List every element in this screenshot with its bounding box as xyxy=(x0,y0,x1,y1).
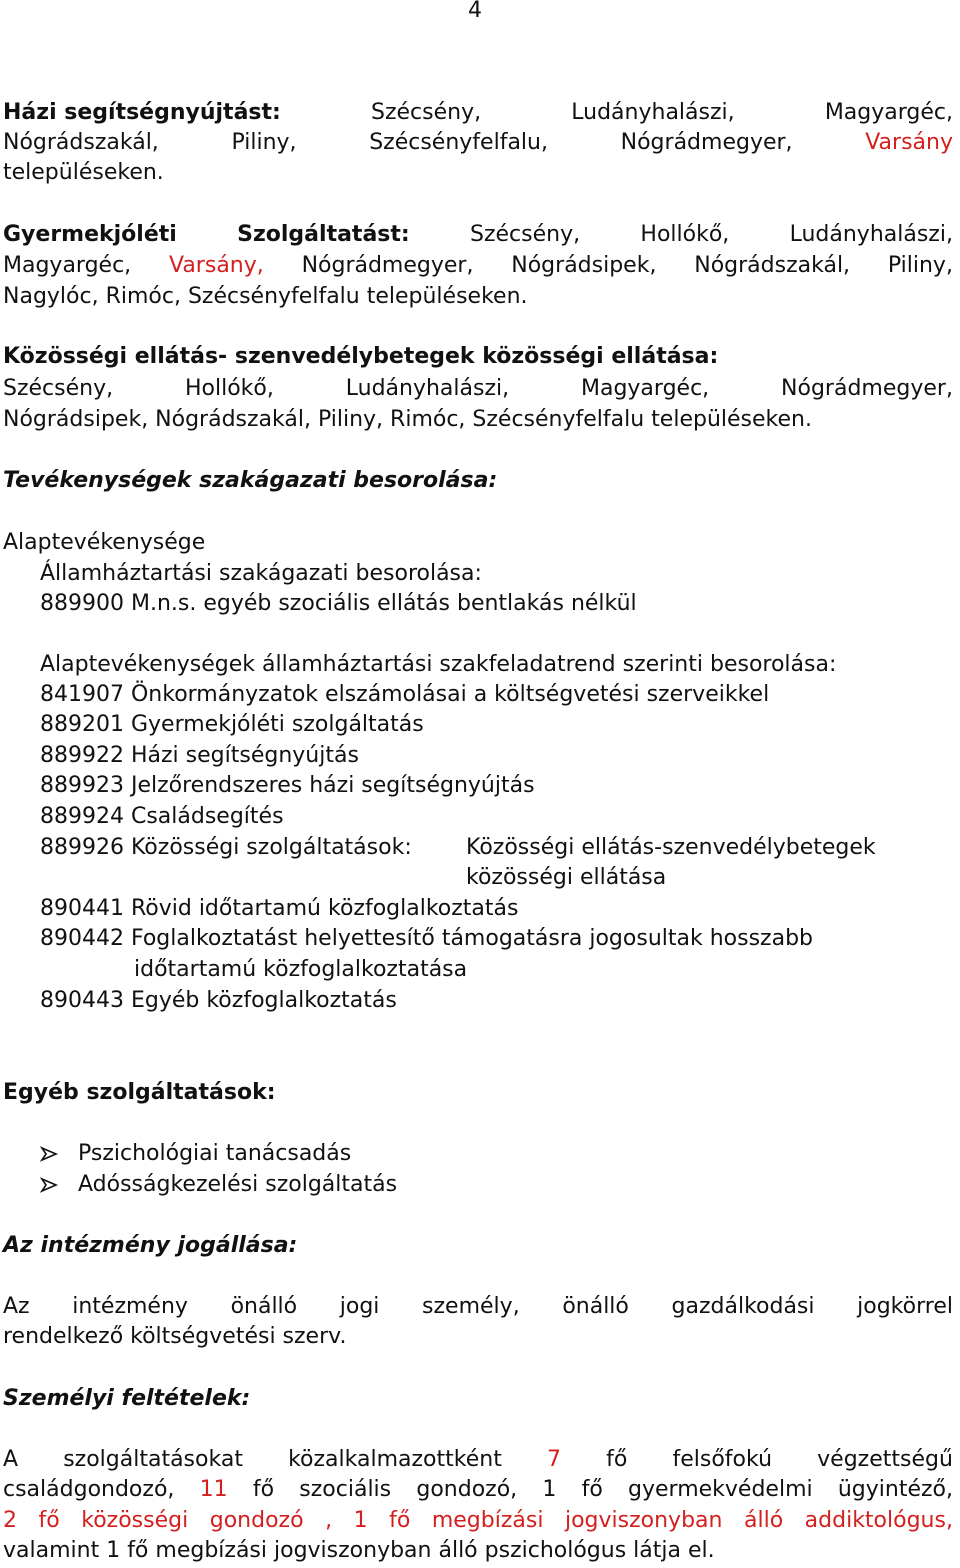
arrowhead-bullet-icon xyxy=(40,1139,60,1169)
word: Ludányhalászi, xyxy=(789,222,953,247)
word: Piliny, xyxy=(231,130,297,155)
code-line-continuation: Közösségi ellátás-szenvedélybetegek xyxy=(466,835,876,860)
highlighted-word: Varsány xyxy=(865,130,953,155)
child-welfare-line-3: Nagylóc, Rimóc, Szécsényfelfalu településeken. xyxy=(3,284,528,309)
highlighted-word: megbízási xyxy=(431,1508,544,1533)
child-welfare-line-1 xyxy=(3,220,953,250)
code-line: 890442 Foglalkoztatást helyettesítő támogatásra jogosultak hosszabb xyxy=(40,926,813,951)
highlighted-word: gondozó xyxy=(209,1508,304,1533)
word: Nógrádszakál, xyxy=(694,253,851,278)
personnel-line-2 xyxy=(3,1475,953,1505)
list-item: Pszichológiai tanácsadás xyxy=(78,1141,352,1166)
word: fő xyxy=(581,1477,603,1502)
code-line: 889924 Családsegítés xyxy=(40,804,284,829)
word: gyermekvédelmi xyxy=(628,1477,813,1502)
word: végzettségű xyxy=(817,1447,953,1472)
highlighted-word: 2 xyxy=(3,1508,17,1533)
word: szociális xyxy=(299,1477,392,1502)
code-line: 889201 Gyermekjóléti szolgáltatás xyxy=(40,712,424,737)
community-care-line-2 xyxy=(3,374,953,404)
word: jogi xyxy=(339,1294,380,1319)
highlighted-word: fő xyxy=(38,1508,60,1533)
word: Az xyxy=(3,1294,30,1319)
word: gondozó, xyxy=(416,1477,518,1502)
highlighted-word: fő xyxy=(389,1508,411,1533)
word: Nógrádmegyer, xyxy=(781,376,953,401)
code-line: 889923 Jelzőrendszeres házi segítségnyújtás xyxy=(40,773,535,798)
highlighted-word: Varsány, xyxy=(168,253,264,278)
word: önálló xyxy=(230,1294,298,1319)
list-item: Adósságkezelési szolgáltatás xyxy=(78,1172,398,1197)
personnel-heading: Személyi feltételek: xyxy=(3,1386,251,1411)
word: Szécsény, xyxy=(3,376,114,401)
highlighted-word: álló xyxy=(743,1508,784,1533)
home-care-line-3: településeken. xyxy=(3,160,164,185)
home-care-line-1 xyxy=(3,98,953,128)
word: Ludányhalászi, xyxy=(571,100,735,125)
code-line: 889926 Közösségi szolgáltatások: xyxy=(40,835,412,860)
word: Magyargéc, xyxy=(580,376,710,401)
legal-status-heading: Az intézmény jogállása: xyxy=(3,1233,298,1258)
community-care-line-3: Nógrádsipek, Nógrádszakál, Piliny, Rimóc, Szécsényfelfalu településeken. xyxy=(3,407,812,432)
word: felsőfokú xyxy=(672,1447,773,1472)
arrowhead-bullet-icon xyxy=(40,1170,60,1200)
word: szolgáltatásokat xyxy=(63,1447,243,1472)
code-line-continuation: időtartamú közfoglalkoztatása xyxy=(134,957,468,982)
word: A xyxy=(3,1447,19,1472)
activities-line-2: Államháztartási szakágazati besorolása: xyxy=(40,561,482,586)
word: jogkörrel xyxy=(857,1294,953,1319)
word: családgondozó, xyxy=(3,1477,175,1502)
word: Hollókő, xyxy=(640,222,730,247)
other-services-heading: Egyéb szolgáltatások: xyxy=(3,1080,276,1105)
highlighted-word: közösségi xyxy=(81,1508,189,1533)
word: gazdálkodási xyxy=(671,1294,815,1319)
word: Szécsény, xyxy=(371,100,482,125)
word: Szécsényfelfalu, xyxy=(369,130,548,155)
community-care-heading: Közösségi ellátás- szenvedélybetegek közösségi ellátása: xyxy=(3,344,719,369)
word: Piliny, xyxy=(887,253,953,278)
personnel-line-1 xyxy=(3,1445,953,1475)
code-line: 889922 Házi segítségnyújtás xyxy=(40,743,359,768)
child-welfare-line-2 xyxy=(3,251,953,281)
highlighted-word: 1 xyxy=(353,1508,368,1533)
word: Magyargéc, xyxy=(824,100,953,125)
word: Nógrádmegyer, xyxy=(301,253,474,278)
word: fő xyxy=(252,1477,275,1502)
code-line: 890441 Rövid időtartamú közfoglalkoztatás xyxy=(40,896,519,921)
page-number: 4 xyxy=(468,0,482,23)
activities-line-4: Alaptevékenységek államháztartási szakfeladatrend szerinti besorolása: xyxy=(40,652,837,677)
child-welfare-label-b: Szolgáltatást: xyxy=(237,222,410,247)
word: személy, xyxy=(422,1294,520,1319)
word: Nógrádmegyer, xyxy=(620,130,793,155)
child-welfare-label-a: Gyermekjóléti xyxy=(3,222,177,247)
activities-line-1: Alaptevékenysége xyxy=(3,530,206,555)
personnel-line-4: valamint 1 fő megbízási jogviszonyban álló pszichológus látja el. xyxy=(3,1538,715,1563)
word: fő xyxy=(606,1447,628,1472)
home-care-line-2 xyxy=(3,128,953,158)
legal-status-line-1 xyxy=(3,1292,953,1322)
word: intézmény xyxy=(72,1294,188,1319)
highlighted-word: , xyxy=(325,1508,333,1533)
word: 1 xyxy=(542,1477,557,1502)
code-line-continuation: közösségi ellátása xyxy=(466,865,667,890)
code-line: 890443 Egyéb közfoglalkoztatás xyxy=(40,988,397,1013)
word: Nógrádsipek, xyxy=(511,253,657,278)
word: Ludányhalászi, xyxy=(345,376,510,401)
code-line: 841907 Önkormányzatok elszámolásai a költségvetési szerveikkel xyxy=(40,682,770,707)
legal-status-line-2: rendelkező költségvetési szerv. xyxy=(3,1324,347,1349)
word: Magyargéc, xyxy=(3,253,132,278)
word: ügyintéző, xyxy=(837,1477,953,1502)
word: közalkalmazottként xyxy=(288,1447,502,1472)
highlighted-word: jogviszonyban xyxy=(564,1508,723,1533)
highlighted-number: 11 xyxy=(199,1477,228,1502)
activities-line-3: 889900 M.n.s. egyéb szociális ellátás bentlakás nélkül xyxy=(40,591,637,616)
personnel-line-3 xyxy=(3,1506,953,1536)
word: Nógrádszakál, xyxy=(3,130,159,155)
word: Szécsény, xyxy=(470,222,581,247)
activities-heading: Tevékenységek szakágazati besorolása: xyxy=(3,468,498,493)
home-care-label: Házi segítségnyújtást: xyxy=(3,100,281,125)
word: Hollókő, xyxy=(184,376,274,401)
highlighted-number: 7 xyxy=(546,1447,561,1472)
highlighted-word: addiktológus, xyxy=(804,1508,953,1533)
word: önálló xyxy=(562,1294,629,1319)
